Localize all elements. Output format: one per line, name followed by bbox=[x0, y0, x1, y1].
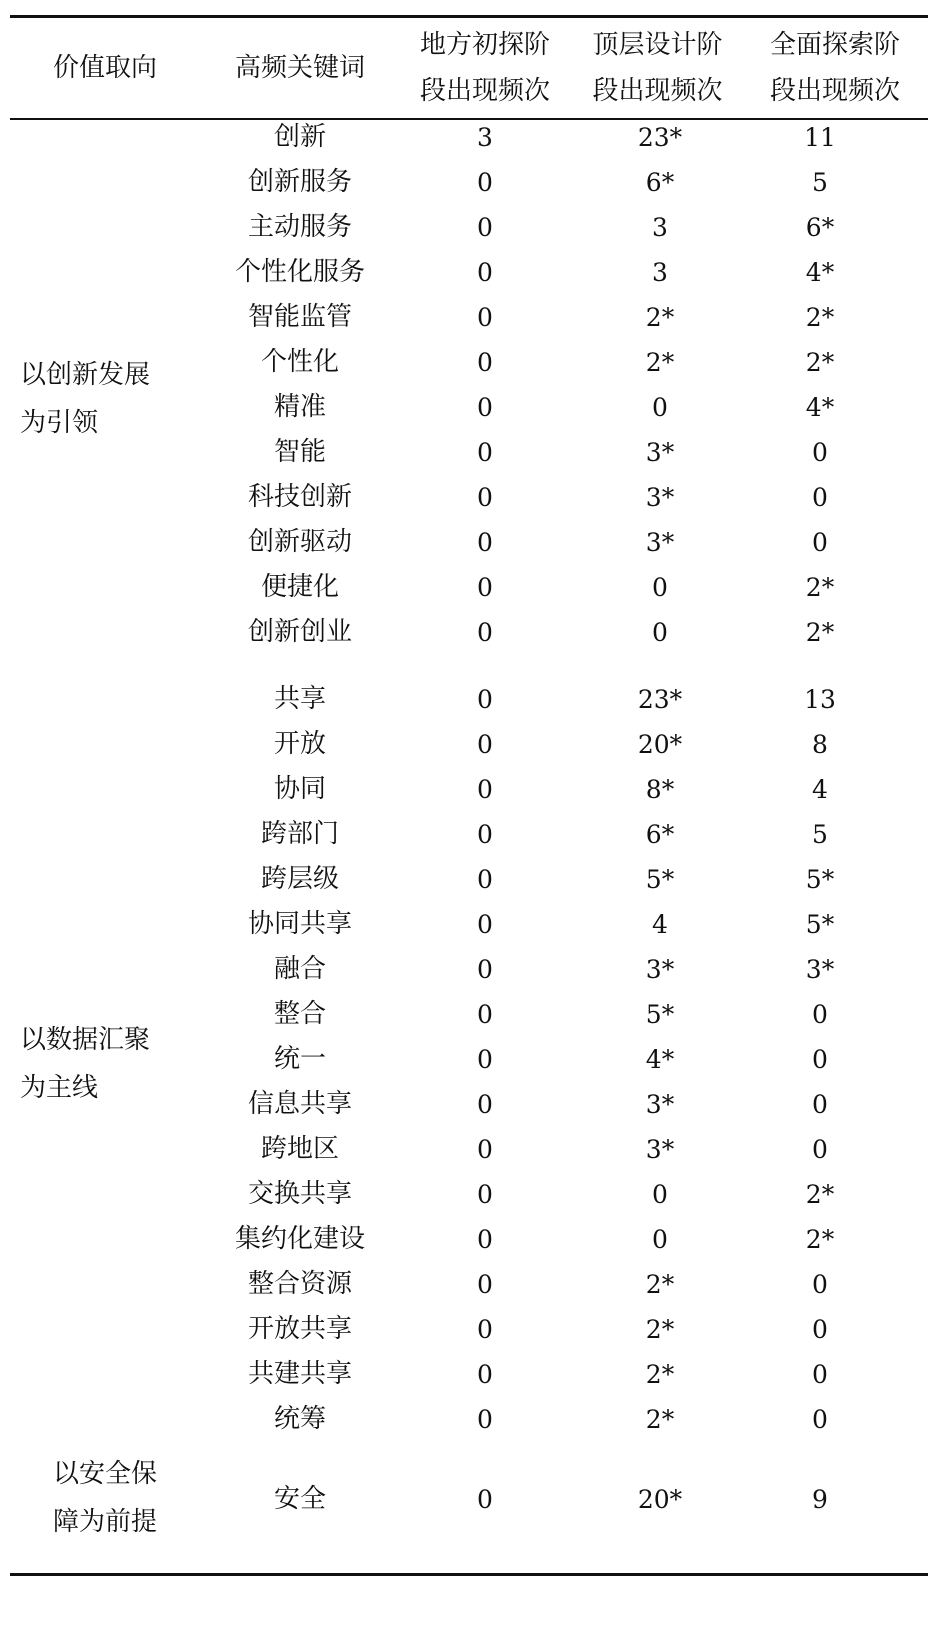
top-level-stage-count: 6* bbox=[645, 820, 675, 849]
comprehensive-stage-count: 0 bbox=[812, 483, 828, 512]
table-row bbox=[0, 992, 947, 1037]
comprehensive-stage-count: 4* bbox=[805, 258, 835, 287]
local-stage-count: 0 bbox=[477, 1485, 493, 1514]
local-stage-count: 0 bbox=[477, 955, 493, 984]
keyword-cell: 创新服务 bbox=[247, 167, 352, 197]
comprehensive-stage-count: 5 bbox=[812, 820, 828, 849]
table-row bbox=[0, 160, 947, 205]
table-row bbox=[0, 1397, 947, 1442]
local-stage-count: 0 bbox=[477, 910, 493, 939]
table-row bbox=[0, 677, 947, 722]
keyword-cell: 创新创业 bbox=[247, 617, 352, 647]
top-level-stage-count: 3* bbox=[645, 1090, 675, 1119]
header-high-frequency-keyword: 高频关键词 bbox=[234, 53, 365, 83]
header-line: 段出现频次 bbox=[769, 76, 900, 106]
header-line: 地方初探阶 bbox=[419, 30, 550, 60]
comprehensive-stage-count: 2* bbox=[805, 573, 835, 602]
top-level-stage-count: 4* bbox=[645, 1045, 675, 1074]
table-row bbox=[0, 767, 947, 812]
top-level-stage-count: 23* bbox=[637, 685, 683, 714]
local-stage-count: 0 bbox=[477, 1000, 493, 1029]
keyword-cell: 跨地区 bbox=[260, 1134, 339, 1164]
table-row bbox=[0, 902, 947, 947]
keyword-cell: 协同 bbox=[273, 774, 326, 804]
local-stage-count: 0 bbox=[477, 528, 493, 557]
local-stage-count: 0 bbox=[477, 820, 493, 849]
top-level-stage-count: 3 bbox=[652, 213, 668, 242]
table-row bbox=[0, 1352, 947, 1397]
group-label-line: 以数据汇聚 bbox=[20, 1025, 151, 1055]
local-stage-count: 0 bbox=[477, 730, 493, 759]
keyword-cell: 个性化 bbox=[260, 347, 339, 377]
comprehensive-stage-count: 0 bbox=[812, 438, 828, 467]
local-stage-count: 0 bbox=[477, 573, 493, 602]
local-stage-count: 0 bbox=[477, 1315, 493, 1344]
table-row bbox=[0, 250, 947, 295]
table-top-rule bbox=[10, 15, 928, 18]
keyword-cell: 统筹 bbox=[273, 1404, 326, 1434]
local-stage-count: 0 bbox=[477, 1405, 493, 1434]
keyword-cell: 交换共享 bbox=[247, 1179, 352, 1209]
keyword-cell: 整合资源 bbox=[247, 1269, 352, 1299]
comprehensive-stage-count: 0 bbox=[812, 1135, 828, 1164]
local-stage-count: 0 bbox=[477, 258, 493, 287]
keyword-cell: 跨部门 bbox=[260, 819, 339, 849]
local-stage-count: 0 bbox=[477, 213, 493, 242]
table-row bbox=[0, 1172, 947, 1217]
local-stage-count: 0 bbox=[477, 775, 493, 804]
local-stage-count: 0 bbox=[477, 393, 493, 422]
top-level-stage-count: 4 bbox=[652, 910, 668, 939]
comprehensive-stage-count: 11 bbox=[804, 123, 836, 152]
comprehensive-stage-count: 2* bbox=[805, 348, 835, 377]
table-row bbox=[0, 1477, 947, 1522]
top-level-stage-count: 23* bbox=[637, 123, 683, 152]
top-level-stage-count: 0 bbox=[652, 393, 668, 422]
keyword-cell: 安全 bbox=[273, 1484, 326, 1514]
table-row bbox=[0, 947, 947, 992]
local-stage-count: 0 bbox=[477, 1135, 493, 1164]
keyword-cell: 个性化服务 bbox=[234, 257, 365, 287]
table-row bbox=[0, 430, 947, 475]
keyword-cell: 精准 bbox=[273, 392, 326, 422]
table-row bbox=[0, 1307, 947, 1352]
top-level-stage-count: 3* bbox=[645, 528, 675, 557]
local-stage-count: 0 bbox=[477, 438, 493, 467]
comprehensive-stage-count: 3* bbox=[805, 955, 835, 984]
keyword-cell: 信息共享 bbox=[247, 1089, 352, 1119]
comprehensive-stage-count: 5 bbox=[812, 168, 828, 197]
local-stage-count: 0 bbox=[477, 1090, 493, 1119]
comprehensive-stage-count: 0 bbox=[812, 1315, 828, 1344]
table-row bbox=[0, 205, 947, 250]
keyword-cell: 协同共享 bbox=[247, 909, 352, 939]
top-level-stage-count: 0 bbox=[652, 618, 668, 647]
keyword-cell: 智能监管 bbox=[247, 302, 352, 332]
comprehensive-stage-count: 13 bbox=[804, 685, 836, 714]
keyword-cell: 开放共享 bbox=[247, 1314, 352, 1344]
table-row bbox=[0, 115, 947, 160]
header-comprehensive-exploration-stage bbox=[745, 22, 925, 114]
local-stage-count: 0 bbox=[477, 1270, 493, 1299]
keyword-cell: 创新驱动 bbox=[247, 527, 352, 557]
group-label-line: 以安全保 bbox=[52, 1459, 157, 1489]
table-row bbox=[0, 812, 947, 857]
top-level-stage-count: 8* bbox=[645, 775, 675, 804]
table-row bbox=[0, 565, 947, 610]
top-level-stage-count: 2* bbox=[645, 1270, 675, 1299]
top-level-stage-count: 6* bbox=[645, 168, 675, 197]
header-local-exploration-stage bbox=[400, 22, 570, 114]
local-stage-count: 0 bbox=[477, 1360, 493, 1389]
top-level-stage-count: 5* bbox=[645, 865, 675, 894]
top-level-stage-count: 3* bbox=[645, 955, 675, 984]
table-row bbox=[0, 1262, 947, 1307]
comprehensive-stage-count: 0 bbox=[812, 1405, 828, 1434]
table-row bbox=[0, 295, 947, 340]
local-stage-count: 0 bbox=[477, 483, 493, 512]
comprehensive-stage-count: 0 bbox=[812, 1000, 828, 1029]
keyword-cell: 开放 bbox=[273, 729, 326, 759]
top-level-stage-count: 3 bbox=[652, 258, 668, 287]
keyword-cell: 智能 bbox=[273, 437, 326, 467]
keyword-cell: 融合 bbox=[273, 954, 326, 984]
keyword-cell: 创新 bbox=[273, 122, 326, 152]
local-stage-count: 0 bbox=[477, 865, 493, 894]
keyword-cell: 跨层级 bbox=[260, 864, 339, 894]
top-level-stage-count: 2* bbox=[645, 303, 675, 332]
keyword-cell: 主动服务 bbox=[247, 212, 352, 242]
group-label-line: 以创新发展 bbox=[20, 360, 151, 390]
table-bottom-rule bbox=[10, 1573, 928, 1576]
comprehensive-stage-count: 5* bbox=[805, 910, 835, 939]
local-stage-count: 0 bbox=[477, 1045, 493, 1074]
comprehensive-stage-count: 2* bbox=[805, 1180, 835, 1209]
top-level-stage-count: 2* bbox=[645, 348, 675, 377]
comprehensive-stage-count: 5* bbox=[805, 865, 835, 894]
table-row bbox=[0, 1037, 947, 1082]
comprehensive-stage-count: 9 bbox=[812, 1485, 828, 1514]
top-level-stage-count: 0 bbox=[652, 1180, 668, 1209]
group-label-line: 为主线 bbox=[20, 1073, 99, 1103]
comprehensive-stage-count: 4* bbox=[805, 393, 835, 422]
keyword-cell: 便捷化 bbox=[260, 572, 339, 602]
comprehensive-stage-count: 2* bbox=[805, 618, 835, 647]
local-stage-count: 0 bbox=[477, 168, 493, 197]
local-stage-count: 0 bbox=[477, 348, 493, 377]
comprehensive-stage-count: 0 bbox=[812, 1090, 828, 1119]
header-value-orientation: 价值取向 bbox=[52, 53, 157, 83]
table-row bbox=[0, 1082, 947, 1127]
header-line: 段出现频次 bbox=[592, 76, 723, 106]
local-stage-count: 0 bbox=[477, 685, 493, 714]
header-line: 段出现频次 bbox=[419, 76, 550, 106]
table-row bbox=[0, 722, 947, 767]
top-level-stage-count: 2* bbox=[645, 1315, 675, 1344]
comprehensive-stage-count: 0 bbox=[812, 528, 828, 557]
table-row bbox=[0, 520, 947, 565]
table-row bbox=[0, 1127, 947, 1172]
top-level-stage-count: 3* bbox=[645, 483, 675, 512]
keyword-cell: 共建共享 bbox=[247, 1359, 352, 1389]
header-line: 全面探索阶 bbox=[769, 30, 900, 60]
keyword-cell: 科技创新 bbox=[247, 482, 352, 512]
top-level-stage-count: 5* bbox=[645, 1000, 675, 1029]
local-stage-count: 0 bbox=[477, 618, 493, 647]
local-stage-count: 0 bbox=[477, 303, 493, 332]
header-line: 顶层设计阶 bbox=[592, 30, 723, 60]
comprehensive-stage-count: 0 bbox=[812, 1045, 828, 1074]
top-level-stage-count: 3* bbox=[645, 1135, 675, 1164]
top-level-stage-count: 20* bbox=[637, 1485, 683, 1514]
comprehensive-stage-count: 6* bbox=[805, 213, 835, 242]
local-stage-count: 0 bbox=[477, 1225, 493, 1254]
comprehensive-stage-count: 8 bbox=[812, 730, 828, 759]
keyword-cell: 统一 bbox=[273, 1044, 326, 1074]
table-row bbox=[0, 1217, 947, 1262]
top-level-stage-count: 3* bbox=[645, 438, 675, 467]
keyword-cell: 共享 bbox=[273, 684, 326, 714]
comprehensive-stage-count: 4 bbox=[812, 775, 828, 804]
keyword-cell: 整合 bbox=[273, 999, 326, 1029]
local-stage-count: 3 bbox=[477, 123, 493, 152]
group-label-line: 障为前提 bbox=[52, 1507, 157, 1537]
table-row bbox=[0, 857, 947, 902]
local-stage-count: 0 bbox=[477, 1180, 493, 1209]
top-level-stage-count: 20* bbox=[637, 730, 683, 759]
comprehensive-stage-count: 2* bbox=[805, 1225, 835, 1254]
comprehensive-stage-count: 2* bbox=[805, 303, 835, 332]
comprehensive-stage-count: 0 bbox=[812, 1360, 828, 1389]
top-level-stage-count: 2* bbox=[645, 1360, 675, 1389]
table-row bbox=[0, 610, 947, 655]
table-row bbox=[0, 385, 947, 430]
header-top-level-design-stage bbox=[570, 22, 745, 114]
top-level-stage-count: 0 bbox=[652, 573, 668, 602]
table-row bbox=[0, 340, 947, 385]
group-label-line: 为引领 bbox=[20, 408, 99, 438]
top-level-stage-count: 2* bbox=[645, 1405, 675, 1434]
top-level-stage-count: 0 bbox=[652, 1225, 668, 1254]
table-row bbox=[0, 475, 947, 520]
keyword-cell: 集约化建设 bbox=[234, 1224, 365, 1254]
comprehensive-stage-count: 0 bbox=[812, 1270, 828, 1299]
